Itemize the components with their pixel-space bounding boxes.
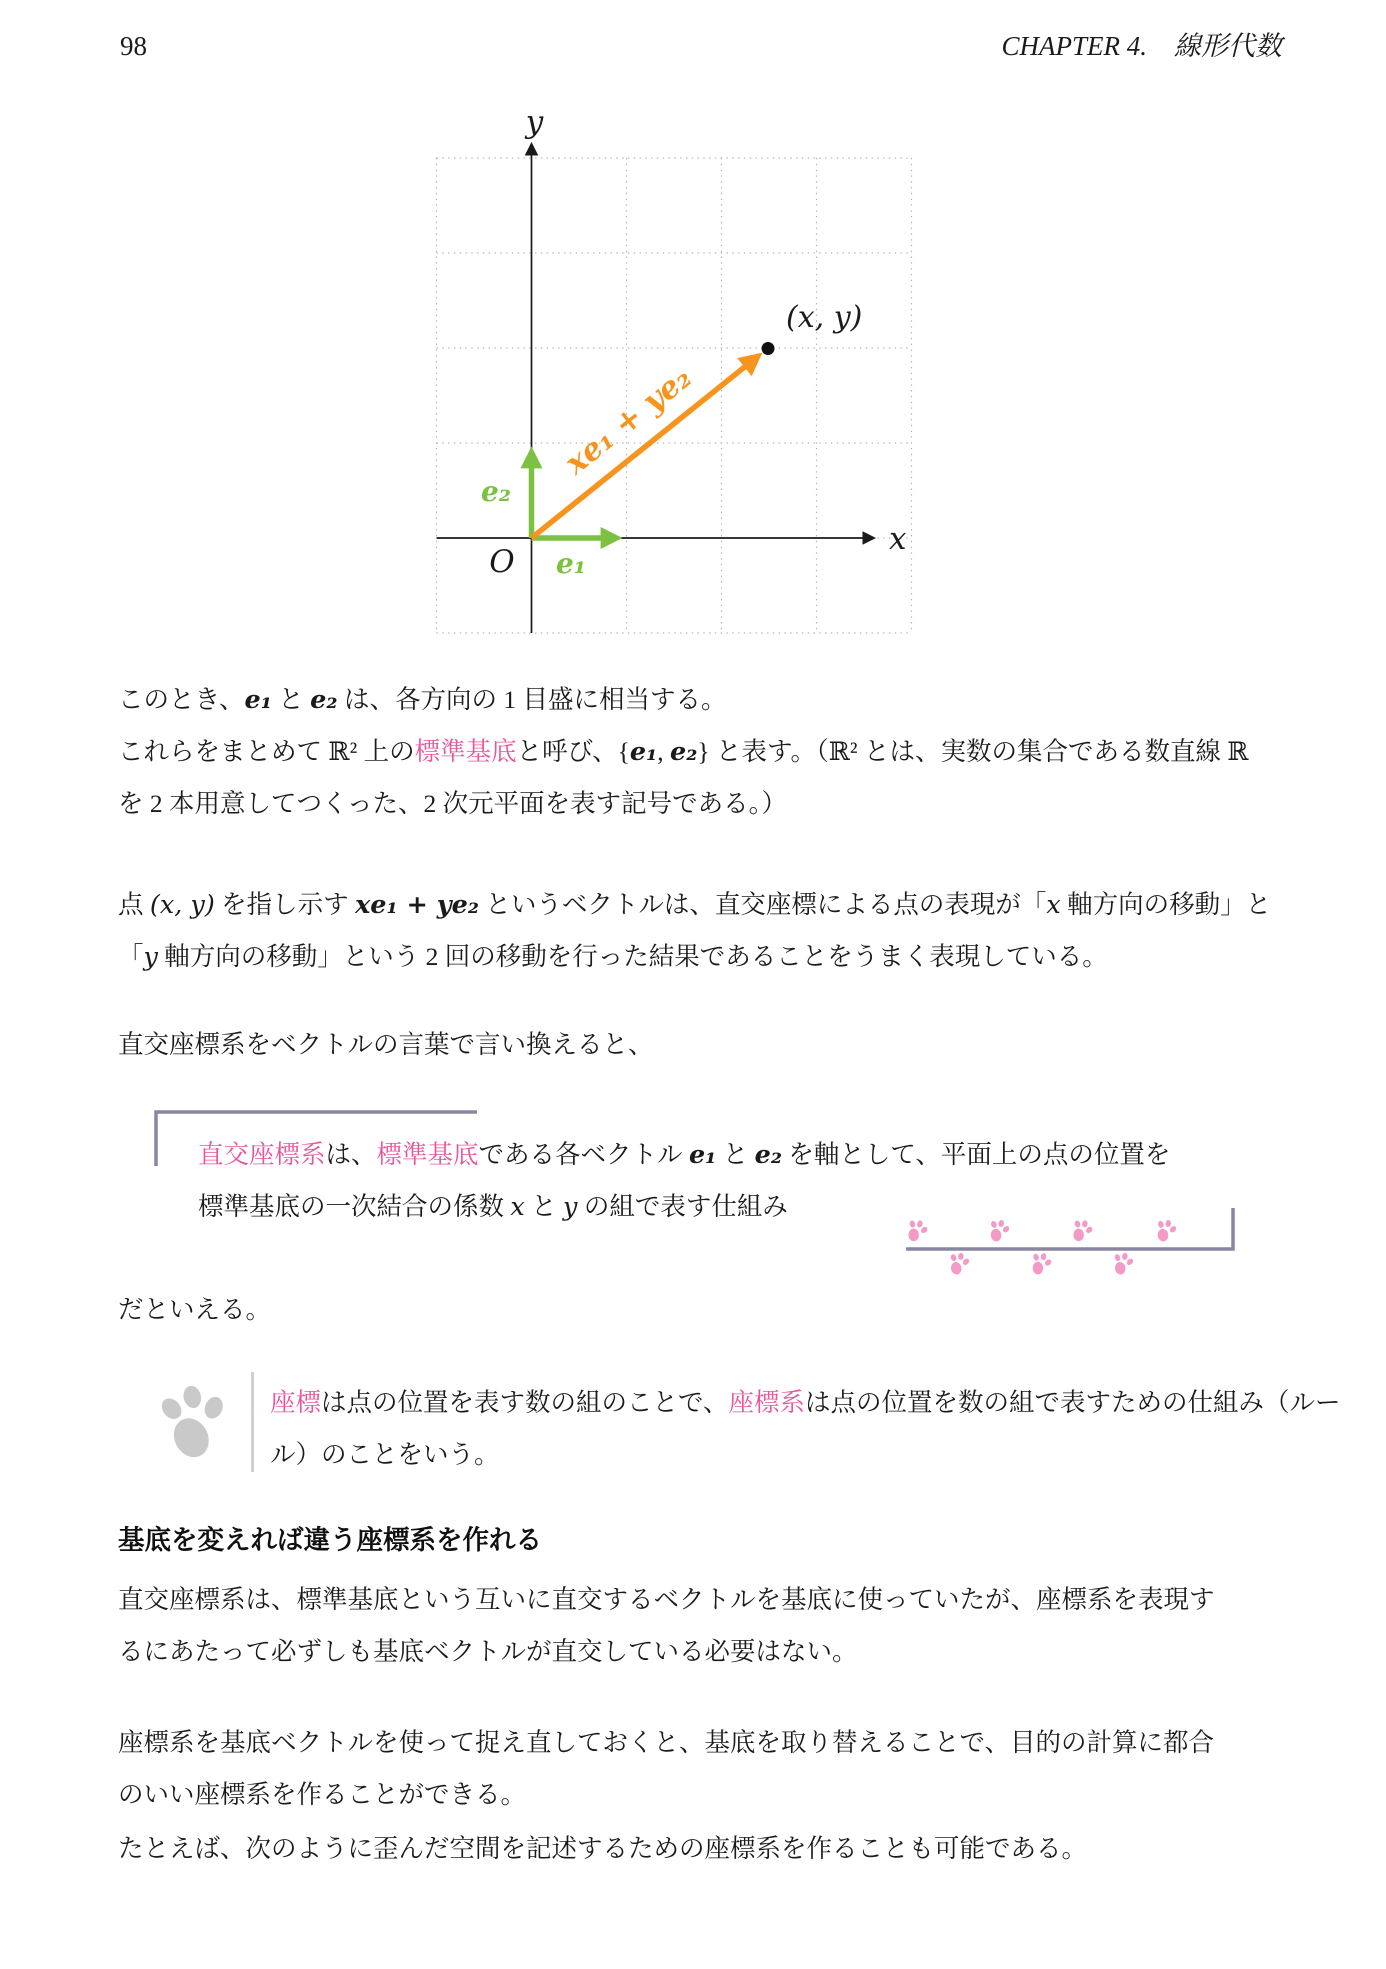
math-expression: e₁: [688, 1140, 717, 1170]
text-run: 「: [118, 942, 144, 971]
body-line: [118, 931, 1108, 983]
note-paw-icon: [140, 1370, 260, 1480]
text-run: るにあたって必ずしも基底ベクトルが直交している必要はない。: [118, 1637, 858, 1666]
text-run: は、: [325, 1140, 377, 1169]
text-run: 軸方向の移動」と: [1060, 890, 1272, 919]
note-divider: [251, 1372, 254, 1472]
text-run: これらをまとめて ℝ² 上の: [118, 737, 415, 766]
paw-print-icon: [1110, 1251, 1135, 1278]
text-run: たとえば、次のように歪んだ空間を記述するための座標系を作ることも可能である。: [118, 1834, 1088, 1863]
body-line: [118, 778, 787, 830]
text-run: だといえる。: [118, 1295, 272, 1324]
math-expression: e₂: [310, 685, 338, 715]
highlight-term: 直交座標系: [198, 1140, 326, 1169]
body-line: [118, 879, 1271, 931]
y-axis-label: y: [525, 104, 544, 140]
text-run: と: [271, 685, 311, 714]
sum-vector-label: xe₁ + ye₂: [558, 359, 699, 482]
paw-print-icon: [946, 1251, 971, 1278]
text-run: 点: [118, 890, 150, 919]
paw-print-icon: [1068, 1217, 1096, 1246]
text-run: 直交座標系は、標準基底という互いに直交するベクトルを基底に使っていたが、座標系を表現す: [118, 1585, 1215, 1614]
math-expression: xe₁ + ye₂: [355, 890, 479, 920]
paw-print-icon: [986, 1217, 1012, 1245]
math-expression: x: [1046, 890, 1061, 920]
text-run: は点の位置を表す数の組のことで、: [321, 1388, 729, 1417]
text-run: を軸として、平面上の点の位置を: [782, 1140, 1171, 1169]
math-expression: (x, y): [149, 890, 215, 920]
body-line: [118, 1574, 1215, 1626]
text-run: 標準基底の一次結合の係数: [198, 1192, 511, 1221]
e1-label: e₁: [555, 547, 587, 580]
text-run: を 2 本用意してつくった、2 次元平面を表す記号である。）: [118, 789, 787, 818]
note-line: [270, 1429, 500, 1481]
text-run: の組で表す仕組み: [577, 1192, 788, 1221]
body-line: [118, 1019, 654, 1071]
text-run: と: [716, 1140, 755, 1169]
math-expression: e₂: [754, 1140, 783, 1170]
math-expression: y: [143, 942, 158, 972]
text-run: ,: [657, 737, 670, 766]
paw-print-icon: [1153, 1217, 1179, 1245]
text-run: である各ベクトル: [478, 1140, 689, 1169]
text-run: } と表す。（ℝ² とは、実数の集合である数直線 ℝ: [697, 737, 1249, 766]
text-run: このとき、: [118, 685, 245, 714]
text-run: というベクトルは、直交座標による点の表現が「: [479, 890, 1047, 919]
paw-print-icon: [1028, 1250, 1055, 1278]
highlight-term: 座標: [270, 1388, 322, 1417]
x-axis-label: x: [889, 521, 907, 557]
math-expression: x: [510, 1192, 525, 1222]
section-heading: 基底を変えれば違う座標系を作れる: [118, 1525, 542, 1555]
text-run: ル）のことをいう。: [270, 1440, 500, 1469]
point-dot: [762, 342, 775, 355]
e2-label: e₂: [480, 475, 512, 508]
body-line: [118, 1284, 271, 1336]
text-run: のいい座標系を作ることができる。: [118, 1780, 527, 1809]
text-run: 座標系を基底ベクトルを使って捉え直しておくと、基底を取り替えることで、目的の計算に都合: [118, 1728, 1214, 1757]
body-line: [118, 674, 726, 726]
math-expression: e₁: [244, 685, 272, 715]
text-run: を指し示す: [214, 890, 356, 919]
highlight-term: 標準基底: [414, 737, 517, 766]
text-run: と呼び、{: [516, 737, 630, 766]
text-run: は、各方向の 1 目盛に相当する。: [337, 685, 727, 714]
body-line: [118, 1823, 1087, 1875]
text-run: は点の位置を数の組で表すための仕組み（ルー: [805, 1388, 1341, 1417]
quote-bracket-bottom: [906, 1208, 1233, 1249]
highlight-term: 標準基底: [376, 1140, 479, 1169]
box-line: [198, 1129, 1170, 1181]
text-run: と: [524, 1192, 564, 1221]
page-number: 98: [120, 31, 147, 61]
body-line: [118, 726, 1249, 778]
text-run: 直交座標系をベクトルの言葉で言い換えると、: [118, 1030, 654, 1059]
paw-print-icon: [903, 1217, 931, 1246]
text-run: 軸方向の移動」という 2 回の移動を行った結果であることをうまく表現している。: [157, 942, 1108, 971]
highlight-term: 座標系: [728, 1388, 806, 1417]
body-line: [118, 1717, 1214, 1769]
chapter-header: CHAPTER 4. 線形代数: [1001, 31, 1282, 61]
origin-label: O: [489, 544, 515, 580]
math-expression: y: [563, 1192, 578, 1222]
box-line: [198, 1181, 788, 1233]
coordinate-figure: [420, 95, 940, 655]
math-expression: e₂: [670, 737, 698, 767]
note-line: [270, 1377, 1341, 1429]
point-label: (x, y): [786, 300, 863, 335]
body-line: [118, 1626, 858, 1678]
math-expression: e₁: [629, 737, 658, 767]
body-line: [118, 1769, 526, 1821]
